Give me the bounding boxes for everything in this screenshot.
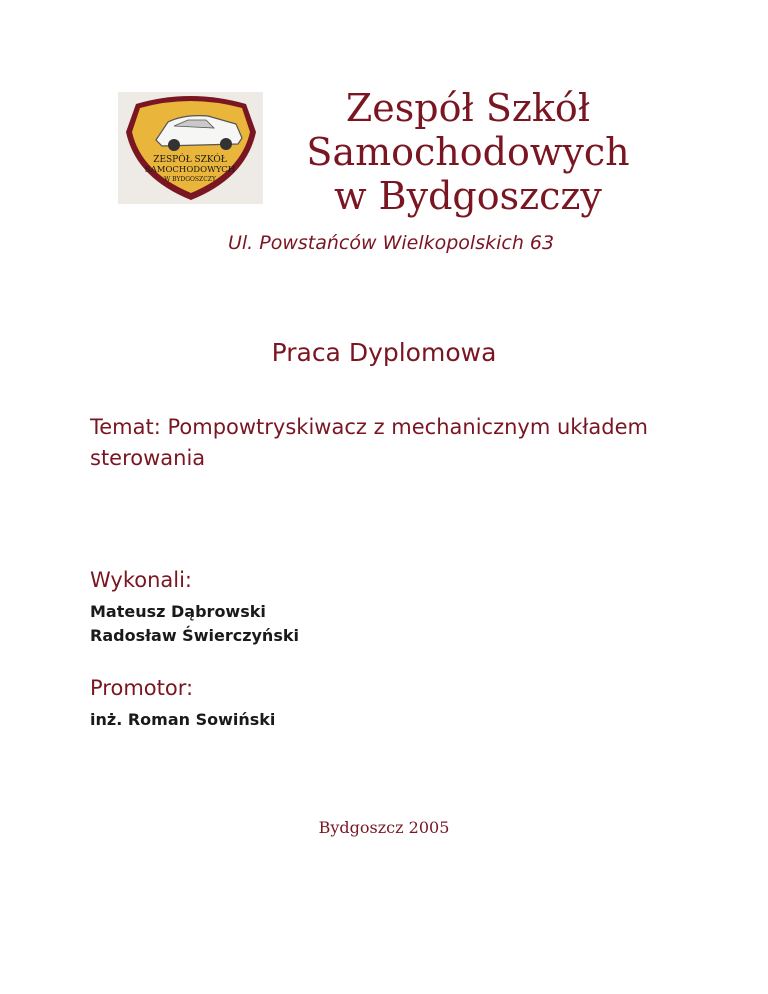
thesis-title: Praca Dyplomowa xyxy=(271,338,497,367)
logo-line-3: W BYDGOSZCZY xyxy=(164,176,216,183)
promoter-name: inż. Roman Sowiński xyxy=(90,710,276,729)
author-name: Radosław Świerczyński xyxy=(90,626,299,645)
logo-line-1: ZESPÓŁ SZKÓŁ xyxy=(153,155,227,165)
school-name-line-2: Samochodowych xyxy=(306,130,630,174)
thesis-topic: Temat: Pompowtryskiwacz z mechanicznym układem sterowania xyxy=(90,415,648,470)
school-name-line-1: Zespół Szkół xyxy=(345,86,591,130)
school-name-line-3: w Bydgoszczy xyxy=(334,174,602,218)
promoter-label: Promotor: xyxy=(90,676,194,700)
place-and-year: Bydgoszcz 2005 xyxy=(318,818,450,837)
authors-list xyxy=(90,600,299,648)
logo-line-2: SAMOCHODOWYCH xyxy=(144,165,236,175)
school-address: Ul. Powstańców Wielkopolskich 63 xyxy=(228,232,555,254)
school-name xyxy=(296,86,640,218)
authors-label: Wykonali: xyxy=(90,568,193,592)
school-logo xyxy=(118,92,263,204)
author-name: Mateusz Dąbrowski xyxy=(90,602,266,621)
